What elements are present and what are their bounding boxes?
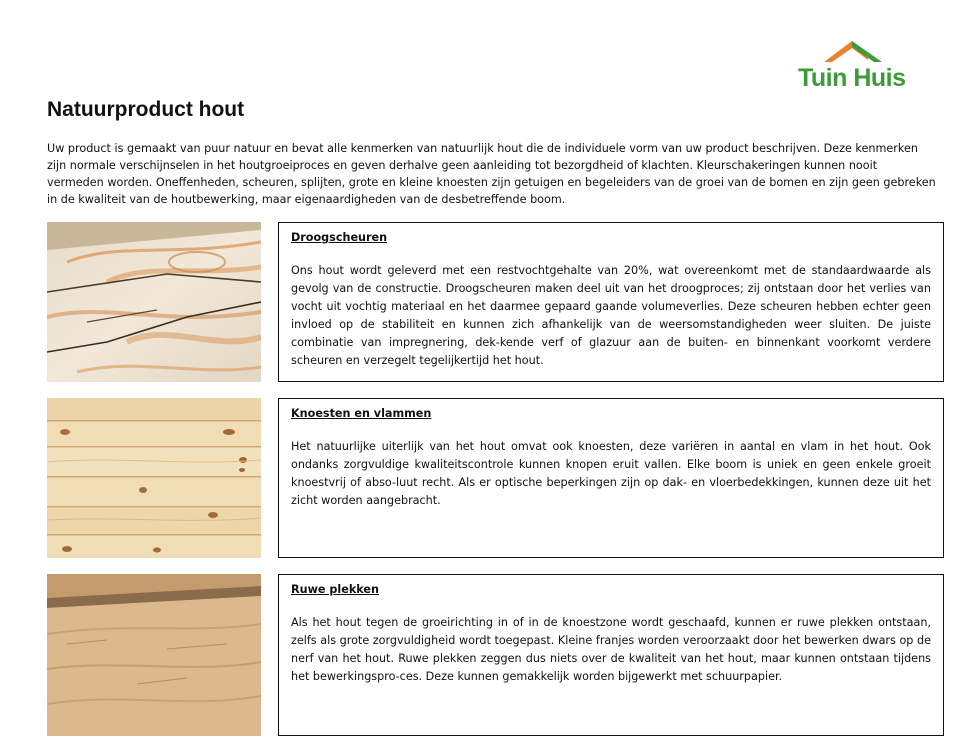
- section-title: Knoesten en vlammen: [291, 407, 432, 420]
- section-text: Het natuurlijke uiterlijk van het hout omvat ook knoesten, deze variëren in aantal en vlam in het hout. Ook ondanks zorgvuldige kwaliteitscontrole kunnen knopen eruit vallen. Elke boom is uniek en geen enkele groeit knoestvrij of abso-luut recht. Als er optische beperkingen zijn op dak- en vloerbedekkingen, kunnen deze uit het zicht worden aangebracht.: [291, 440, 931, 507]
- section-drying-cracks: [278, 222, 944, 382]
- brand-logo: [796, 38, 916, 98]
- section-title: Droogscheuren: [291, 231, 388, 244]
- section-text: Als het hout tegen de groeirichting in of in de knoestzone wordt geschaafd, kunnen er ruwe plekken ontstaan, zelfs als grote zorgvuldigheid wordt toegepast. Kleine franjes worden veroorzaakt door het bewerken dwars op de nerf van het hout. Ruwe plekken zeggen dus niets over de kwaliteit van het hout, maar kunnen ontstaan tijdens het bewerkingspro-ces. Deze kunnen gemakkelijk worden bijgewerkt met schuurpapier.: [291, 616, 931, 683]
- photo-rough-spots: [47, 574, 261, 736]
- logo-text: Tuin Huis: [798, 64, 906, 92]
- photo-knots: [47, 398, 261, 558]
- section-title: Ruwe plekken: [291, 583, 379, 596]
- section-text: Ons hout wordt geleverd met een restvochtgehalte van 20%, wat overeenkomt met de standaardwaarde als gevolg van de constructie. Droogscheuren maken deel uit van het droogproces; zij ontstaan door het verlies van vocht uit vochtig materiaal en het daarmee gepaard gaande volumeverlies. Deze scheuren hebben echter geen invloed op de stabiliteit en kunnen zich afhankelijk van de weersomstandigheden weer sluiten. De juiste combinatie van impregnering, dek-kende verf of glazuur aan de buiten- en binnenkant voorkomt verdere scheuren en verzegelt tegelijkertijd het hout.: [291, 264, 931, 367]
- section-knots: [278, 398, 944, 558]
- page-title: Natuurproduct hout: [47, 98, 245, 121]
- section-rough-spots: [278, 574, 944, 736]
- photo-drying-cracks: [47, 222, 261, 382]
- house-roof-icon: [822, 38, 884, 64]
- intro-paragraph: Uw product is gemaakt van puur natuur en bevat alle kenmerken van natuurlijk hout die de individuele vorm van uw product beschrijven. Deze kenmerken zijn normale verschijnselen in het houtgroeiproces en geven derhalve geen aanleiding tot bezorgdheid of klachten. Kleurschakeringen kunnen nooit vermeden worden. Oneffenheden, scheuren, splijten, grote en kleine knoesten zijn getuigen en begeleiders van de groei van de bomen en zijn geen gebreken in de kwaliteit van de houtbewerking, maar eigenaardigheden van de desbetreffende boom.: [47, 142, 936, 206]
